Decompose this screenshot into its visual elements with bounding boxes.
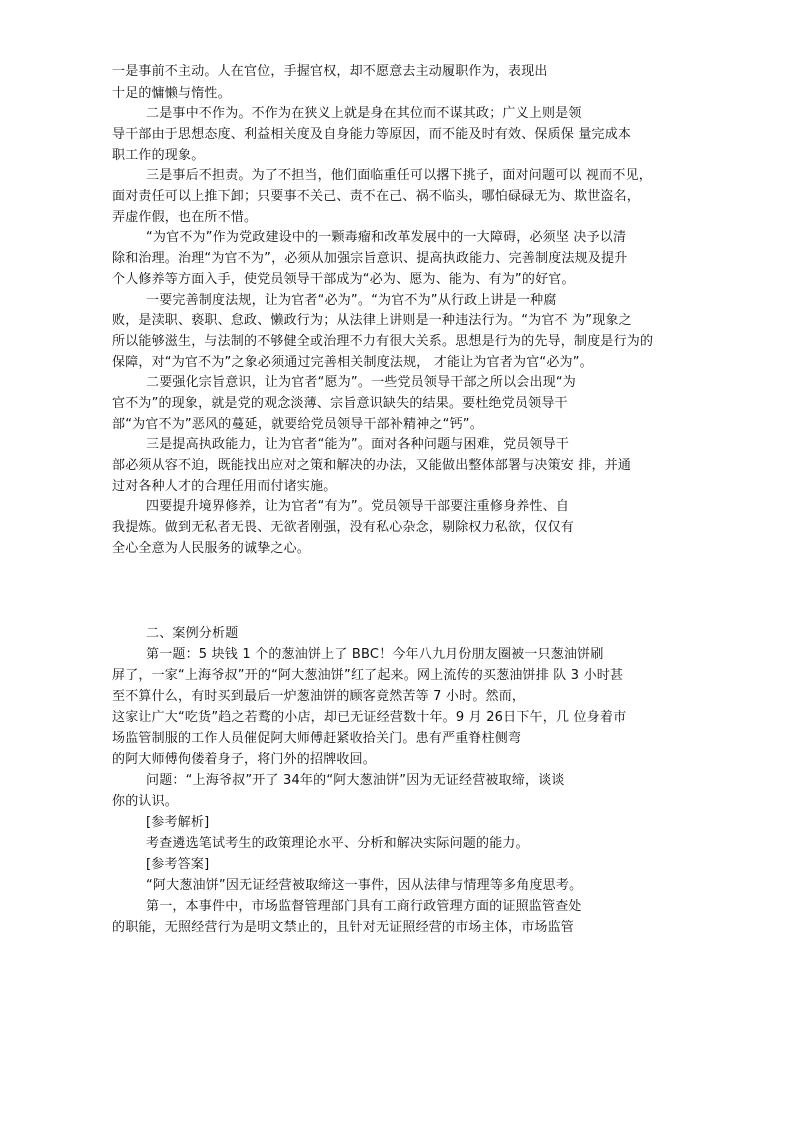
text-line: [参考答案] [146,857,210,872]
text-line: 的职能，无照经营行为是明文禁止的，且针对无证照经营的市场主体，市场监管 [112,920,575,935]
text-line: 导干部由于思想态度、利益相关度及自身能力等原因，而不能及时有效、保质保 量完成本 [112,127,632,142]
text-line: 二要强化宗旨意识，让为官者“愿为”。一些党员领导干部之所以会出现“为 [146,375,577,390]
text-line: 这家让广大“吃货”趋之若鹜的小店，却已无证经营数十年。9 月 26日下午，几 位身着市 [112,710,627,725]
text-line: “为官不为”作为党政建设中的一颗毒瘤和改革发展中的一大障碍，必须坚 决予以清 [146,230,627,245]
text-line: 三是提高执政能力，让为官者“能为”。面对各种问题与困难，党员领导干 [146,437,570,452]
text-line: 四要提升境界修养，让为官者“有为”。党员领导干部要注重修身养性、自 [146,499,570,514]
text-line: 一是事前不主动。人在官位，手握官权，却不愿意去主动履职作为，表现出 [112,64,548,79]
text-line: 败，是渎职、亵职、怠政、懒政行为；从法律上讲则是一种违法行为。“为官不 为”现象之 [112,313,632,328]
text-line: 过对各种人才的合理任用而付诸实施。 [112,479,337,494]
text-line: 问题：“上海爷叔”开了 34年的“阿大葱油饼”因为无证经营被取缔，谈谈 [146,773,565,788]
text-line: “阿大葱油饼”因无证经营被取缔这一事件，因从法律与情理等多角度思考。 [146,878,583,893]
text-line: 你的认识。 [112,794,179,809]
text-line: 官不为”的现象，就是党的观念淡薄、宗旨意识缺失的结果。要杜绝党员领导干 [112,396,568,411]
text-line: 我提炼。做到无私者无畏、无欲者刚强，没有私心杂念，剔除权力私欲，仅仅有 [112,520,575,535]
text-line: 考查遴选笔试考生的政策理论水平、分析和解决实际问题的能力。 [146,836,529,851]
text-line: 十足的慵懒与惰性。 [112,86,231,101]
text-line: 全心全意为人民服务的诚挚之心。 [112,541,311,556]
text-line: 个人修养等方面入手，使党员领导干部成为“必为、愿为、能为、有为”的好官。 [112,272,575,287]
text-line: 屏了，一家“上海爷叔”开的“阿大葱油饼”红了起来。网上流传的买葱油饼排 队 3 小时甚 [112,668,624,683]
text-line: 面对责任可以上推下卸；只要事不关己、责不在己、祸不临头，哪怕碌碌无为、欺世盗名， [112,189,641,204]
text-line: 部必须从容不迫，既能找出应对之策和解决的办法，又能做出整体部署与决策安 排，并通 [112,458,632,473]
text-line: 第一，本事件中，市场监督管理部门具有工商行政管理方面的证照监管查处 [146,899,582,914]
text-line: 场监管制服的工作人员催促阿大师傅赶紧收拾关门。患有严重脊柱侧弯 [112,731,522,746]
text-line: 职工作的现象。 [112,148,205,163]
text-line: 一要完善制度法规，让为官者“必为”。“为官不为”从行政上讲是一种腐 [146,293,557,308]
text-line: 二是事中不作为。不作为在狭义上就是身在其位而不谋其政；广义上则是领 [146,106,582,121]
text-line: 三是事后不担责。为了不担当，他们面临重任可以撂下挑子，面对问题可以 视而不见， [146,168,652,183]
text-line: [参考解析] [146,815,210,830]
text-line: 所以能够滋生，与法制的不够健全或治理不力有很大关系。思想是行为的先导，制度是行为的 [112,334,654,349]
text-line: 的阿大师傅佝偻着身子，将门外的招牌收回。 [112,752,377,767]
text-line: 弄虚作假，也在所不惜。 [112,210,258,225]
text-line: 至不算什么，有时买到最后一炉葱油饼的顾客竟然苦等 7 小时。然而， [112,689,526,704]
text-line: 除和治理。治理“为官不为”，必须从加强宗旨意识、提高执政能力、完善制度法规及提升 [112,251,628,266]
text-line: 保障，对“为官不为”之象必须通过完善相关制度法规， 才能让为官者为官“必为”。 [112,355,593,370]
text-line: 部“为官不为”恶风的蔓延，就要给党员领导干部补精神之“钙”。 [112,417,483,432]
text-line: 第一题：5 块钱 1 个的葱油饼上了 BBC！今年八九月份朋友圈被一只葱油饼刷 [146,647,604,662]
section-heading: 二、案例分析题 [146,626,239,641]
